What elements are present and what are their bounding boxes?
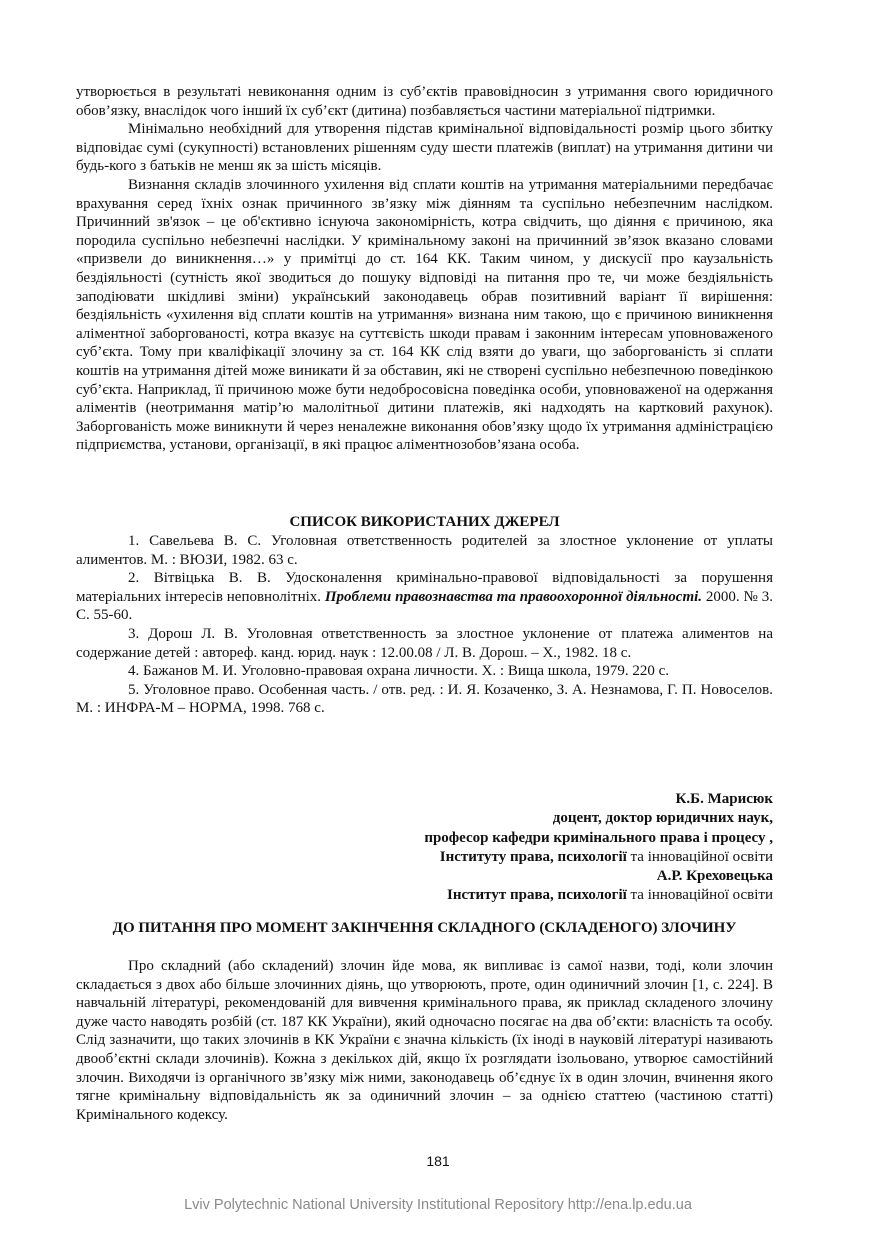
reference-item-4: 4. Бажанов М. И. Уголовно-правовая охрана личности. Х. : Вища школа, 1979. 220 с. [128, 663, 669, 680]
repository-footer: Lviv Polytechnic National University Institutional Repository http://ena.lp.edu.ua [184, 1197, 692, 1213]
intro-paragraph-2: Мінімально необхідний для утворення підстав кримінальної відповідальності розмір цього збитку відповідає сумі (сукупності) встановлених рішенням суду шести платежів (виплат) на утримання дитини чи будь-кого з батьків не менш як за шість місяців. [76, 121, 773, 175]
article-paragraph-1: Про складний (або складений) злочин йде мова, як випливає із самої назви, тоді, коли злочин складається з двох або більше злочинних діянь, що утворюють, проте, один одиничний злочин [1, с. 224]. В навчальній літературі, рекомендованій для вивчення кримінального права, як приклад складеного злочину дуже часто наводять розбій (ст. 187 КК України), який одночасно посягає на два об’єкти: власність та особу. Слід зазначити, що таких злочинів в КК України є значна кількість (їх іноді в науковій літературі називають двооб’єктні склади злочинів). Кожна з декількох дій, якщо їх розглядати ізольовано, утворює самостійний злочин. Виходячи із органічного зв’язку між ними, законодавець об’єднує їх в один злочин, вчинення якого тягне кримінальну відповідальність як за одиничний злочин – за однією статтею (частиною статті) Кримінального кодексу. [76, 958, 773, 1123]
author-1-institute [213, 848, 773, 867]
author-2-institute-rest: та інноваційної освіти [626, 887, 773, 904]
author-1-name: К.Б. Марисюк [675, 791, 773, 807]
intro-section [76, 83, 773, 455]
reference-item-2 [76, 569, 773, 625]
intro-paragraph-3: Визнання складів злочинного ухилення від сплати коштів на утримання матеріальними передбачає врахування серед їхніх ознак причинного зв’язку між діянням та суспільно небезпечним наслідком. Причинний зв'язок – це об'єктивно існуюча закономірність, котра свідчить, що діяння є причиною, яка породила суспільно небезпечні наслідки. У кримінальному законі на причинний зв’язок вказано словами «призвели до виникнення…» у примітці до ст. 164 КК. Таким чином, у дискусії про каузальність бездіяльності (сутність якої зводиться до пошуку відповіді на питання про те, чи може бездіяльність заподіювати шкідливі зміни) український законодавець обрав позитивний варіант її вирішення: бездіяльність «ухилення від сплати коштів на утримання» визнана ним такою, що є причиною виникнення аліментної заборгованості, котра вказує на суттєвість шкоди правам і законним інтересам уповноваженого суб’єкта. Тому при кваліфікації злочину за ст. 164 КК слід взяти до уваги, що заборгованість зі сплати коштів на утримання дітей може виникати й за обставин, які не створені суспільно небезпечною поведінкою суб’єкта. Наприклад, її причиною може бути недобросовісна поведінка особи, уповноваженої на одержання аліментів (неотримання матір’ю малолітньої дитини платежів, які надходять на картковий рахунок). Заборгованість може виникнути й через неналежне виконання обов’язку щодо їх утримання адміністрацією підприємства, установи, організації, в які працює аліментнозобов’язана особа. [76, 176, 773, 454]
author-2-institute [213, 886, 773, 905]
author-2-name: А.Р. Креховецька [656, 868, 773, 885]
author-1-institute-rest: та інноваційної освіти [626, 848, 773, 865]
references-title: СПИСОК ВИКОРИСТАНИХ ДЖЕРЕЛ [289, 514, 560, 530]
article-title: ДО ПИТАННЯ ПРО МОМЕНТ ЗАКІНЧЕННЯ СКЛАДНОГО (СКЛАДЕНОГО) ЗЛОЧИНУ [112, 920, 737, 936]
author-1-position: професор кафедри кримінального права і процесу , [424, 829, 773, 846]
reference-2-text: 2. Вітвіцька В. В. Удосконалення кримінально-правової відповідальності за порушення матеріальних інтересів неповнолітніх. [76, 570, 773, 605]
author-1-degree: доцент, доктор юридичних наук, [552, 810, 773, 827]
intro-paragraph-1: утворюється в результаті невиконання одним із суб’єктів правовідносин з утримання свого юридичного обов’язку, внаслідок чого інший їх суб’єкт (дитина) позбавляється частини матеріальної підтримки. [76, 84, 773, 119]
reference-item-1: 1. Савельева В. С. Уголовная ответственность родителей за злостное уклонение от уплаты алиментов. М. : ВЮЗИ, 1982. 63 с. [76, 533, 773, 568]
author-2-institute-bold: Інститут права, психології [447, 887, 627, 904]
page-number: 181 [426, 1153, 450, 1169]
references-list [76, 532, 773, 718]
authors-block [213, 790, 773, 906]
reference-2-tail: 2000. № 3. С. 55-60. [76, 588, 774, 624]
author-1-institute-bold: Інституту права, психології [439, 848, 627, 865]
reference-item-5: 5. Уголовное право. Особенная часть. / отв. ред. : И. Я. Козаченко, З. А. Незнамова, Г. П. Новоселов. М. : ИНФРА-М – НОРМА, 1998. 768 с. [76, 681, 773, 717]
article-body [76, 957, 773, 1124]
reference-item-3: 3. Дорош Л. В. Уголовная ответственность за злостное уклонение от платежа алиментов на содержание детей : автореф. канд. юрид. наук : 12.00.08 / Л. В. Дорош. – Х., 1982. 18 с. [76, 625, 773, 661]
reference-2-journal: Проблеми правознавства та правоохоронної діяльності. [324, 588, 703, 605]
